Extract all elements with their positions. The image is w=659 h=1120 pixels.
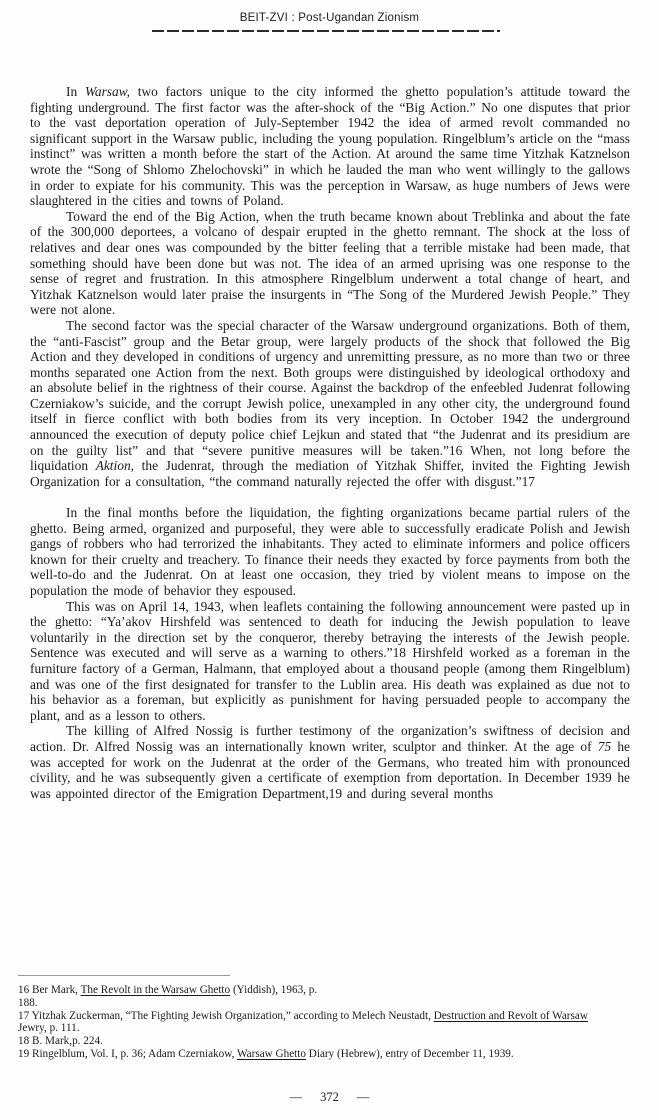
text-run: Diary (Hebrew), entry of December 11, 1939. [305,1047,514,1060]
italic-run: Warsaw, [84,84,130,99]
footnote [18,984,652,1010]
paragraph [30,505,630,599]
page-number: 372 [320,1090,339,1104]
footnote-line [18,1048,652,1061]
footnote [18,1048,652,1061]
text-run: The killing of Alfred Nossig is further testimony of the organization’s swiftness of decision and action. Dr. Alfred Nossig was an internationally known writer, sculptor and thinker. At the age of [30,723,630,754]
footnote-separator [18,975,230,976]
header-dashed-rule [152,30,500,32]
paragraph [30,84,630,209]
text-run: 18 B. Mark,p. 224. [18,1035,103,1048]
text-run: two factors unique to the city informed the ghetto population’s attitude toward the fighting underground. The first factor was the after-shock of the “Big Action.” No one disputes that prior to the vast deportation operation of July-September 1942 the idea of armed revolt commanded no significant support in the Warsaw public, including the young population. Ringelblum’s article on the “mass instinct” was written a month before the start of the Action. At around the same time Yitzhak Katznelson wrote the “Song of Shlomo Zhelochovski” in which he lauded the man who went willingly to the gallows in order to expiate for his community. This was the perception in Warsaw, as huge numbers of Jews were slaughtered in the cities and towns of Poland. [30,84,630,209]
footnote-line [18,1010,652,1023]
text-run: 17 Yitzhak Zuckerman, “The Fighting Jewish Organization,” according to Melech Neustadt, [18,1009,434,1022]
footnote-line [18,984,652,997]
text-run: the Judenrat, through the mediation of Yitzhak Shiffer, invited the Fighting Jewish Organization for a consultation, “the command naturally rejected the offer with disgust.”17 [30,458,630,489]
underlined-run: Destruction and Revolt of Warsaw [433,1009,588,1022]
footnote-line [18,997,652,1010]
page-header-title: BEIT-ZVI : Post-Ugandan Zionism [239,12,420,24]
paragraph [30,318,630,490]
text-run: In the final months before the liquidation, the fighting organizations became partial rulers of the ghetto. Being armed, organized and purposeful, they were able to successfully eradicate Polish and Jewish gangs of robbers who had terrorized the inhabitants. They acted to eliminate informers and police officers known for their cruelty and treachery. To finance their needs they exacted by force payments from both the well-to-do and the Judenrat. On at least one occasion, they tried by violent means to impose on the population the mode of behavior they espoused. [30,505,630,598]
footer-dash-right: — [356,1090,370,1104]
text-run: Toward the end of the Big Action, when the truth became known about Treblinka and about the fate of the 300,000 deportees, a volcano of despair erupted in the ghetto remnant. The shock at the loss of relatives and dear ones was compounded by the bitter feeling that a terrible mistake had been made, that something should have been done but was not. The idea of an armed uprising was one response to the sense of regret and frustration. In this atmosphere Ringelblum underwent a total change of heart, and Yitzhak Katznelson would later praise the insurgents in “The Song of the Murdered Jewish People.” They were not alone. [30,208,630,318]
footnotes [18,984,652,1061]
footnote-line [18,1022,652,1035]
page-footer [0,1090,659,1105]
text-run: 16 Ber Mark, [18,984,81,996]
underlined-run: Warsaw Ghetto [236,1047,306,1060]
underlined-run: The Revolt in the Warsaw Ghetto [80,984,231,996]
text-run: Jewry, p. 111. [18,1022,80,1035]
text-run: 19 Ringelblum, Vol. I, p. 36; Adam Czerniakow, [18,1047,237,1060]
body-text [30,84,630,968]
italic-run: 75 [597,738,612,754]
paragraph [30,723,630,801]
text-run: This was on April 14, 1943, when leaflets containing the following announcement were pasted up in the ghetto: “Ya’akov Hirshfeld was sentenced to death for inducing the Jewish population to leave voluntarily in the direction set by the conqueror, thereby betraying the interests of the Jewish people. Sentence was executed and will serve as a warning to others.”18 Hirshfeld worked as a foreman in the furniture factory of a German, Halmann, that employed about a thousand people (among them Ringelblum) and was one of the first designated for transfer to the Lublin area. His death was explained as due not to his behavior as a foreman, but explicitly as punishment for having persuaded people to accompany the plant, and as a lesson to others. [30,598,630,723]
text-run: 188. [18,996,38,1009]
text-run: The second factor was the special character of the Warsaw underground organizations. Both of them, the “anti-Fascist” group and the Betar group, were largely products of the shock that followed the Big Action and they developed in conditions of urgency and unremitting pressure, as no more than two or three months separated one Action from the next. Both groups were distinguished by ideological orthodoxy and an absolute belief in the rightness of their course. Against the backdrop of the enfeebled Judenrat following Czerniakow’s suicide, and the corrupt Jewish police, unexampled in any other city, the underground found itself in fierce conflict with both bodies from its very inception. In October 1942 the underground announced the execution of deputy police chief Lejkun and stated that “the Judenrat and its presidium are on the guilty list” and that “severe punitive measures will be taken.”16 When, not long before the liquidation [30,317,630,474]
italic-run: Aktion, [95,458,134,474]
footnote [18,1035,652,1048]
text-run: he was accepted for work on the Judenrat at the order of the Germans, who treated him with pronounced civility, and he was subsequently given a certificate of exemption from deportation. In December 1939 he was appointed director of the Emigration Department,19 and during several months [30,738,630,801]
paragraph [30,599,630,724]
paragraph [30,209,630,318]
text-run: (Yiddish), 1963, p. [230,984,318,996]
text-run: In [66,84,85,99]
footnote-line [18,1035,652,1048]
footnote [18,1010,652,1036]
footer-dash-left: — [289,1090,303,1104]
